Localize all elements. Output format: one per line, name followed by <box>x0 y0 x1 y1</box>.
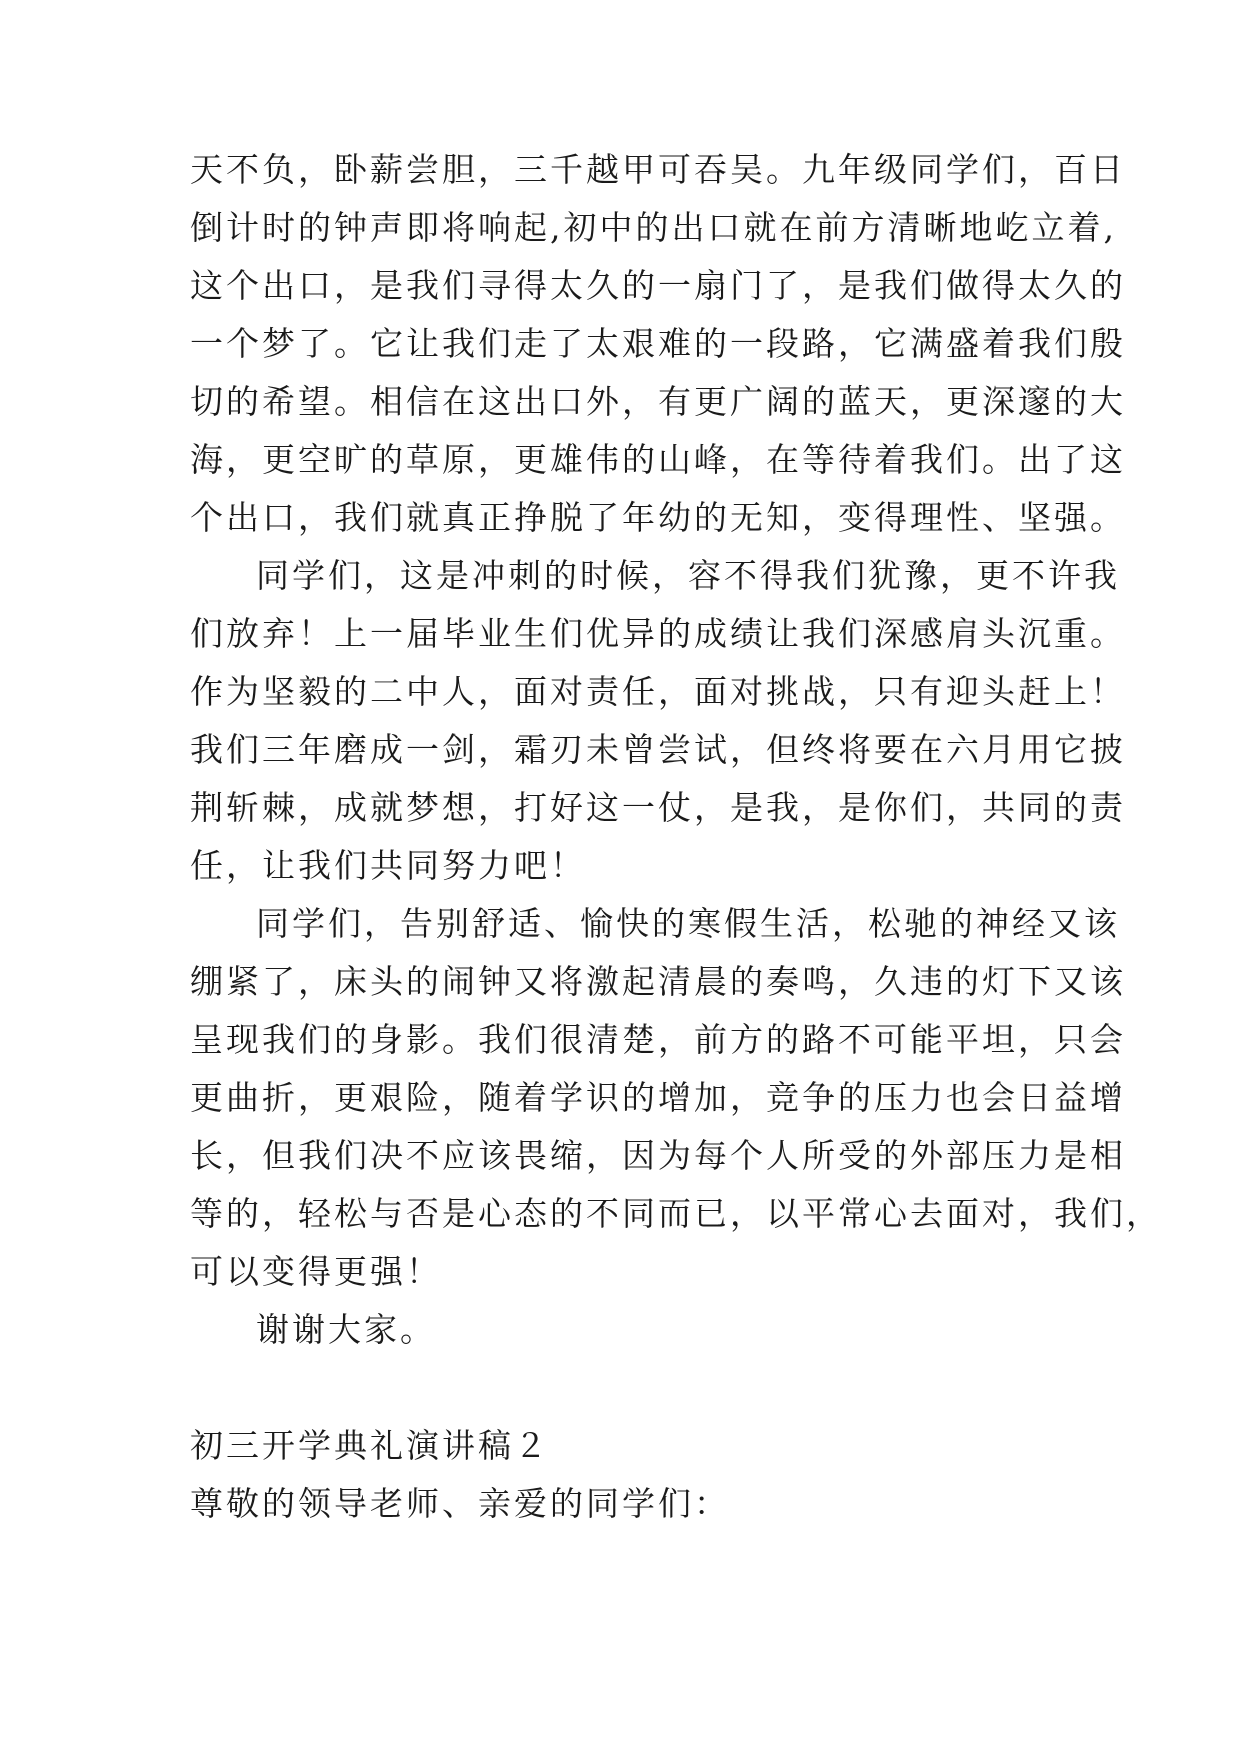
text-line: 荆斩棘，成就梦想，打好这一仗，是我，是你们，共同的责 <box>190 788 1126 827</box>
text-line: 们放弃！上一届毕业生们优异的成绩让我们深感肩头沉重。 <box>190 614 1126 653</box>
text-line: 我们三年磨成一剑，霜刃未曾尝试，但终将要在六月用它披 <box>190 730 1126 769</box>
text-line: 这个出口，是我们寻得太久的一扇门了，是我们做得太久的 <box>190 266 1126 305</box>
text-line: 等的，轻松与否是心态的不同而已，以平常心去面对，我们， <box>190 1194 1162 1233</box>
section-heading: 初三开学典礼演讲稿２ <box>190 1426 550 1465</box>
text-line: 长，但我们决不应该畏缩，因为每个人所受的外部压力是相 <box>190 1136 1126 1175</box>
text-line: 切的希望。相信在这出口外，有更广阔的蓝天，更深邃的大 <box>190 382 1126 421</box>
text-line: 作为坚毅的二中人，面对责任，面对挑战，只有迎头赶上！ <box>190 672 1126 711</box>
text-line: 同学们，告别舒适、愉快的寒假生活，松驰的神经又该 <box>256 904 1120 943</box>
text-line: 一个梦了。它让我们走了太艰难的一段路，它满盛着我们殷 <box>190 324 1126 363</box>
text-line: 个出口，我们就真正挣脱了年幼的无知，变得理性、坚强。 <box>190 498 1126 537</box>
text-line: 可以变得更强！ <box>190 1252 442 1291</box>
text-line: 任，让我们共同努力吧！ <box>190 846 586 885</box>
text-line: 海，更空旷的草原，更雄伟的山峰，在等待着我们。出了这 <box>190 440 1126 479</box>
text-line: 更曲折，更艰险，随着学识的增加，竞争的压力也会日益增 <box>190 1078 1126 1117</box>
text-line: 倒计时的钟声即将响起,初中的出口就在前方清晰地屹立着, <box>190 208 1117 247</box>
text-line: 绷紧了，床头的闹钟又将激起清晨的奏鸣，久违的灯下又该 <box>190 962 1126 1001</box>
text-line: 同学们，这是冲刺的时候，容不得我们犹豫，更不许我 <box>256 556 1120 595</box>
salutation: 尊敬的领导老师、亲爱的同学们： <box>190 1484 730 1523</box>
text-line: 谢谢大家。 <box>256 1310 436 1349</box>
text-line: 天不负，卧薪尝胆，三千越甲可吞吴。九年级同学们，百日 <box>190 150 1126 189</box>
text-line: 呈现我们的身影。我们很清楚，前方的路不可能平坦，只会 <box>190 1020 1126 1059</box>
